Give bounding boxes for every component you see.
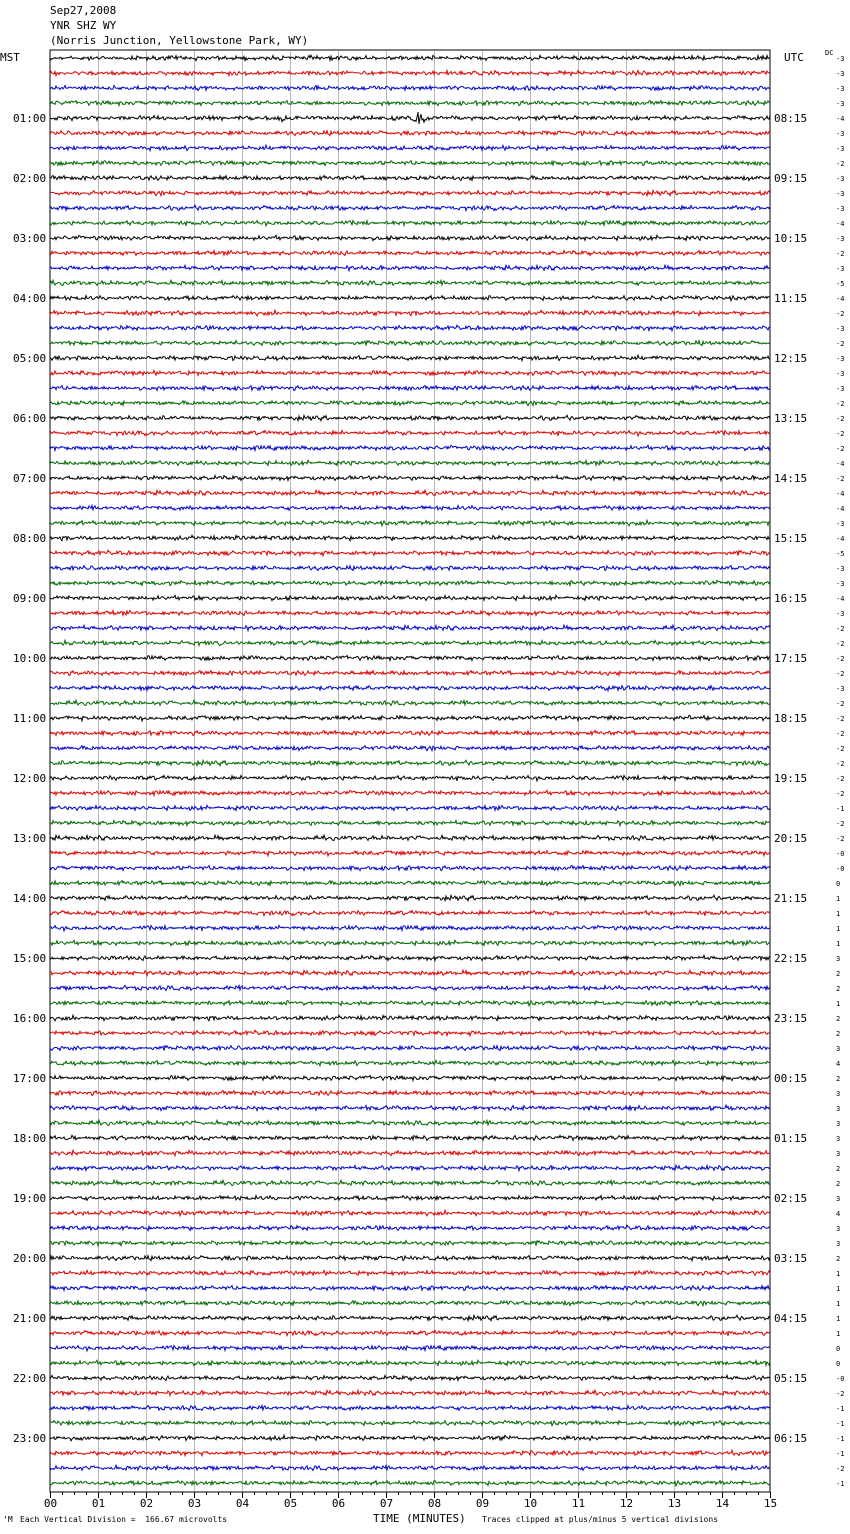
dc-offset-value: 1 bbox=[836, 910, 841, 918]
trace-line bbox=[50, 1196, 770, 1201]
trace-line bbox=[50, 1120, 770, 1125]
dc-offset-value: -3 bbox=[836, 385, 845, 393]
trace-line bbox=[50, 970, 770, 975]
right-hour-label: 18:15 bbox=[774, 712, 808, 725]
dc-offset-value: 0 bbox=[836, 1345, 841, 1353]
trace-line bbox=[50, 625, 770, 630]
dc-offset-value: -3 bbox=[836, 85, 845, 93]
trace-line bbox=[50, 1165, 770, 1170]
dc-offset-value: -3 bbox=[836, 55, 845, 63]
dc-offset-value: -4 bbox=[836, 535, 845, 543]
left-hour-label: 14:00 bbox=[13, 892, 47, 905]
trace-line bbox=[50, 535, 770, 540]
dc-offset-value: -3 bbox=[836, 565, 845, 573]
dc-offset-value: -3 bbox=[836, 235, 845, 243]
dc-offset-value: -4 bbox=[836, 295, 845, 303]
x-tick-label: 14 bbox=[715, 1497, 730, 1510]
trace-line bbox=[50, 746, 770, 751]
x-tick-label: 10 bbox=[523, 1497, 538, 1510]
trace-line bbox=[50, 250, 770, 255]
trace-line bbox=[50, 790, 770, 795]
dc-offset-value: 1 bbox=[836, 1000, 841, 1008]
left-hour-label: 13:00 bbox=[13, 832, 47, 845]
trace-line bbox=[50, 176, 770, 181]
station-code: YNR SHZ WY bbox=[50, 19, 117, 32]
trace-line bbox=[50, 145, 770, 150]
vertical-scale-note: Each Vertical Division = 166.67 microvolts bbox=[20, 1515, 228, 1524]
x-tick-label: 05 bbox=[283, 1497, 298, 1510]
trace-line bbox=[50, 1301, 770, 1306]
trace-line bbox=[50, 881, 770, 886]
plot-date: Sep27,2008 bbox=[50, 4, 117, 17]
trace-line bbox=[50, 610, 770, 615]
trace-line bbox=[50, 1256, 770, 1261]
dc-offset-header: DC bbox=[825, 49, 834, 57]
dc-offset-value: 0 bbox=[836, 880, 841, 888]
dc-offset-value: -3 bbox=[836, 130, 845, 138]
trace-line bbox=[50, 851, 770, 856]
dc-offset-value: 1 bbox=[836, 1285, 841, 1293]
clip-note: Traces clipped at plus/minus 5 vertical divisions bbox=[482, 1515, 719, 1524]
dc-offset-value: 2 bbox=[836, 1180, 841, 1188]
dc-offset-value: -2 bbox=[836, 475, 845, 483]
trace-line bbox=[50, 401, 770, 406]
dc-offset-value: -1 bbox=[836, 1435, 845, 1443]
dc-offset-value: -2 bbox=[836, 340, 845, 348]
trace-line bbox=[50, 671, 770, 676]
right-hour-label: 08:15 bbox=[774, 112, 808, 125]
trace-line bbox=[50, 656, 770, 661]
left-hour-label: 01:00 bbox=[13, 112, 47, 125]
dc-offset-value: 3 bbox=[836, 1090, 841, 1098]
right-hour-label: 10:15 bbox=[774, 232, 808, 245]
dc-offset-value: 1 bbox=[836, 1315, 841, 1323]
dc-offset-value: -3 bbox=[836, 205, 845, 213]
trace-line bbox=[50, 370, 770, 375]
dc-offset-value: 3 bbox=[836, 1135, 841, 1143]
trace-line bbox=[50, 355, 770, 360]
right-hour-label: 23:15 bbox=[774, 1012, 808, 1025]
trace-line bbox=[50, 1060, 770, 1065]
dc-offset-value: -2 bbox=[836, 745, 845, 753]
trace-line bbox=[50, 386, 770, 391]
trace-line bbox=[50, 1315, 770, 1320]
right-timezone-label: UTC bbox=[784, 51, 804, 64]
left-hour-label: 22:00 bbox=[13, 1372, 47, 1385]
trace-line bbox=[50, 490, 770, 495]
dc-offset-value: -2 bbox=[836, 715, 845, 723]
trace-line bbox=[50, 895, 770, 900]
trace-line bbox=[50, 1345, 770, 1351]
left-hour-label: 19:00 bbox=[13, 1192, 47, 1205]
right-hour-label: 00:15 bbox=[774, 1072, 808, 1085]
dc-offset-value: 2 bbox=[836, 1075, 841, 1083]
trace-line bbox=[50, 1150, 770, 1155]
dc-offset-value: -2 bbox=[836, 640, 845, 648]
x-tick-label: 13 bbox=[667, 1497, 682, 1510]
left-hour-label: 09:00 bbox=[13, 592, 47, 605]
dc-offset-value: -2 bbox=[836, 655, 845, 663]
label-layer bbox=[13, 55, 844, 1510]
dc-offset-value: 3 bbox=[836, 1240, 841, 1248]
dc-offset-value: -2 bbox=[836, 775, 845, 783]
right-hour-label: 14:15 bbox=[774, 472, 808, 485]
left-hour-label: 08:00 bbox=[13, 532, 47, 545]
dc-offset-value: -2 bbox=[836, 445, 845, 453]
x-tick-label: 02 bbox=[139, 1497, 154, 1510]
dc-offset-value: -2 bbox=[836, 310, 845, 318]
dc-offset-value: 2 bbox=[836, 1255, 841, 1263]
trace-line bbox=[50, 190, 770, 195]
trace-line bbox=[50, 325, 770, 331]
dc-offset-value: 1 bbox=[836, 895, 841, 903]
trace-line bbox=[50, 640, 770, 645]
dc-offset-value: 2 bbox=[836, 970, 841, 978]
dc-offset-value: -2 bbox=[836, 670, 845, 678]
trace-line bbox=[50, 296, 770, 301]
right-hour-label: 16:15 bbox=[774, 592, 808, 605]
trace-line bbox=[50, 595, 770, 600]
right-hour-label: 13:15 bbox=[774, 412, 808, 425]
right-hour-label: 11:15 bbox=[774, 292, 808, 305]
trace-line bbox=[50, 776, 770, 781]
dc-offset-value: 3 bbox=[836, 1225, 841, 1233]
trace-line bbox=[50, 1390, 770, 1395]
dc-offset-value: -3 bbox=[836, 580, 845, 588]
left-hour-label: 18:00 bbox=[13, 1132, 47, 1145]
dc-offset-value: -2 bbox=[836, 1390, 845, 1398]
dc-offset-value: -2 bbox=[836, 700, 845, 708]
x-tick-label: 11 bbox=[571, 1497, 586, 1510]
trace-line bbox=[50, 112, 770, 124]
station-location: (Norris Junction, Yellowstone Park, WY) bbox=[50, 34, 309, 47]
right-hour-label: 04:15 bbox=[774, 1312, 808, 1325]
x-tick-label: 09 bbox=[475, 1497, 490, 1510]
trace-line bbox=[50, 1375, 770, 1380]
left-hour-label: 17:00 bbox=[13, 1072, 47, 1085]
trace-line bbox=[50, 71, 770, 76]
dc-offset-value: 3 bbox=[836, 1045, 841, 1053]
trace-line bbox=[50, 566, 770, 571]
trace-line bbox=[50, 1331, 770, 1336]
dc-offset-value: -4 bbox=[836, 460, 845, 468]
trace-line bbox=[50, 1435, 770, 1441]
x-axis-title: TIME (MINUTES) bbox=[373, 1512, 466, 1525]
trace-line bbox=[50, 580, 770, 585]
left-timezone-label: MST bbox=[0, 51, 20, 64]
x-tick-label: 00 bbox=[43, 1497, 58, 1510]
trace-line bbox=[50, 431, 770, 436]
dc-offset-value: -3 bbox=[836, 175, 845, 183]
trace-line bbox=[50, 760, 770, 765]
dc-offset-value: -3 bbox=[836, 100, 845, 108]
trace-line bbox=[50, 820, 770, 825]
trace-line bbox=[50, 805, 770, 810]
x-tick-label: 06 bbox=[331, 1497, 346, 1510]
trace-line bbox=[50, 1030, 770, 1036]
dc-offset-value: -3 bbox=[836, 325, 845, 333]
trace-line bbox=[50, 101, 770, 106]
trace-line bbox=[50, 280, 770, 285]
left-hour-label: 05:00 bbox=[13, 352, 47, 365]
trace-line bbox=[50, 221, 770, 226]
trace-line bbox=[50, 1225, 770, 1230]
left-hour-label: 06:00 bbox=[13, 412, 47, 425]
dc-offset-value: -0 bbox=[836, 1375, 845, 1383]
right-hour-label: 02:15 bbox=[774, 1192, 808, 1205]
trace-line bbox=[50, 731, 770, 736]
trace-line bbox=[50, 445, 770, 450]
dc-offset-value: -4 bbox=[836, 595, 845, 603]
trace-line bbox=[50, 161, 770, 166]
trace-line bbox=[50, 1076, 770, 1081]
dc-offset-value: -2 bbox=[836, 1465, 845, 1473]
dc-offset-value: 3 bbox=[836, 1150, 841, 1158]
trace-line bbox=[50, 925, 770, 931]
dc-offset-value: 1 bbox=[836, 1300, 841, 1308]
dc-offset-value: -1 bbox=[836, 1405, 845, 1413]
trace-line bbox=[50, 1481, 770, 1486]
dc-offset-value: -2 bbox=[836, 790, 845, 798]
trace-line bbox=[50, 415, 770, 420]
trace-line bbox=[50, 1360, 770, 1365]
left-hour-label: 20:00 bbox=[13, 1252, 47, 1265]
dc-offset-value: 2 bbox=[836, 1165, 841, 1173]
trace-line bbox=[50, 1450, 770, 1456]
dc-offset-value: -3 bbox=[836, 70, 845, 78]
trace-line bbox=[50, 1105, 770, 1110]
trace-line bbox=[50, 1180, 770, 1185]
trace-line bbox=[50, 955, 770, 960]
trace-line bbox=[50, 1046, 770, 1051]
dc-offset-value: -1 bbox=[836, 1450, 845, 1458]
dc-offset-value: 3 bbox=[836, 955, 841, 963]
dc-offset-value: -5 bbox=[836, 280, 845, 288]
trace-line bbox=[50, 131, 770, 136]
dc-offset-value: -2 bbox=[836, 415, 845, 423]
left-hour-label: 02:00 bbox=[13, 172, 47, 185]
dc-offset-value: -0 bbox=[836, 865, 845, 873]
trace-line bbox=[50, 686, 770, 691]
dc-offset-value: -3 bbox=[836, 370, 845, 378]
right-hour-label: 01:15 bbox=[774, 1132, 808, 1145]
x-tick-label: 12 bbox=[619, 1497, 634, 1510]
right-hour-label: 05:15 bbox=[774, 1372, 808, 1385]
dc-offset-value: -3 bbox=[836, 190, 845, 198]
trace-line bbox=[50, 55, 770, 61]
right-hour-label: 19:15 bbox=[774, 772, 808, 785]
trace-line bbox=[50, 86, 770, 91]
left-hour-label: 12:00 bbox=[13, 772, 47, 785]
dc-offset-value: 0 bbox=[836, 1360, 841, 1368]
right-hour-label: 06:15 bbox=[774, 1432, 808, 1445]
right-hour-label: 12:15 bbox=[774, 352, 808, 365]
trace-line bbox=[50, 506, 770, 511]
trace-line bbox=[50, 1241, 770, 1246]
right-hour-label: 21:15 bbox=[774, 892, 808, 905]
dc-offset-value: -4 bbox=[836, 220, 845, 228]
left-hour-label: 23:00 bbox=[13, 1432, 47, 1445]
trace-line bbox=[50, 1421, 770, 1426]
left-hour-label: 11:00 bbox=[13, 712, 47, 725]
dc-offset-value: 2 bbox=[836, 1030, 841, 1038]
left-hour-label: 04:00 bbox=[13, 292, 47, 305]
left-hour-label: 07:00 bbox=[13, 472, 47, 485]
dc-offset-value: -2 bbox=[836, 160, 845, 168]
dc-offset-value: -4 bbox=[836, 490, 845, 498]
dc-offset-value: 1 bbox=[836, 925, 841, 933]
trace-line bbox=[50, 1465, 770, 1470]
x-tick-label: 08 bbox=[427, 1497, 442, 1510]
trace-line bbox=[50, 715, 770, 721]
dc-offset-value: -4 bbox=[836, 505, 845, 513]
trace-line bbox=[50, 835, 770, 840]
dc-offset-value: 4 bbox=[836, 1060, 841, 1068]
x-tick-label: 15 bbox=[763, 1497, 778, 1510]
trace-line bbox=[50, 310, 770, 316]
dc-offset-value: 3 bbox=[836, 1120, 841, 1128]
dc-offset-value: -5 bbox=[836, 550, 845, 558]
dc-offset-value: -1 bbox=[836, 1420, 845, 1428]
trace-line bbox=[50, 1015, 770, 1021]
right-hour-label: 17:15 bbox=[774, 652, 808, 665]
right-hour-label: 20:15 bbox=[774, 832, 808, 845]
trace-line bbox=[50, 475, 770, 480]
dc-offset-value: -2 bbox=[836, 400, 845, 408]
trace-line bbox=[50, 1406, 770, 1411]
trace-line bbox=[50, 1210, 770, 1216]
trace-layer bbox=[50, 55, 770, 1486]
corner-mark: ‘M bbox=[3, 1515, 13, 1524]
x-tick-label: 07 bbox=[379, 1497, 394, 1510]
left-hour-label: 10:00 bbox=[13, 652, 47, 665]
dc-offset-value: -2 bbox=[836, 730, 845, 738]
dc-offset-value: -1 bbox=[836, 805, 845, 813]
dc-offset-value: -4 bbox=[836, 115, 845, 123]
trace-line bbox=[50, 1001, 770, 1006]
dc-offset-value: -2 bbox=[836, 835, 845, 843]
dc-offset-value: -3 bbox=[836, 610, 845, 618]
plot-frame bbox=[50, 50, 770, 1492]
left-hour-label: 03:00 bbox=[13, 232, 47, 245]
right-hour-label: 03:15 bbox=[774, 1252, 808, 1265]
trace-line bbox=[50, 205, 770, 210]
trace-line bbox=[50, 700, 770, 705]
right-hour-label: 15:15 bbox=[774, 532, 808, 545]
dc-offset-value: 3 bbox=[836, 1195, 841, 1203]
dc-offset-value: -3 bbox=[836, 520, 845, 528]
dc-offset-value: 1 bbox=[836, 1270, 841, 1278]
trace-line bbox=[50, 520, 770, 526]
dc-offset-value: 1 bbox=[836, 940, 841, 948]
x-tick-label: 04 bbox=[235, 1497, 250, 1510]
x-tick-label: 01 bbox=[91, 1497, 106, 1510]
dc-offset-value: -2 bbox=[836, 250, 845, 258]
dc-offset-value: -2 bbox=[836, 760, 845, 768]
trace-line bbox=[50, 460, 770, 465]
dc-offset-value: -0 bbox=[836, 850, 845, 858]
trace-line bbox=[50, 265, 770, 270]
trace-line bbox=[50, 1135, 770, 1140]
dc-offset-value: -3 bbox=[836, 685, 845, 693]
trace-line bbox=[50, 866, 770, 871]
dc-offset-value: -3 bbox=[836, 145, 845, 153]
right-hour-label: 09:15 bbox=[774, 172, 808, 185]
dc-offset-value: 2 bbox=[836, 1015, 841, 1023]
dc-offset-value: -3 bbox=[836, 355, 845, 363]
dc-offset-value: 4 bbox=[836, 1210, 841, 1218]
trace-line bbox=[50, 1286, 770, 1291]
trace-line bbox=[50, 940, 770, 945]
x-tick-label: 03 bbox=[187, 1497, 202, 1510]
trace-line bbox=[50, 1091, 770, 1096]
left-hour-label: 21:00 bbox=[13, 1312, 47, 1325]
dc-offset-value: 3 bbox=[836, 1105, 841, 1113]
left-hour-label: 15:00 bbox=[13, 952, 47, 965]
trace-line bbox=[50, 911, 770, 916]
dc-offset-value: -1 bbox=[836, 1480, 845, 1488]
dc-offset-value: 2 bbox=[836, 985, 841, 993]
trace-line bbox=[50, 986, 770, 991]
dc-offset-value: -3 bbox=[836, 265, 845, 273]
trace-line bbox=[50, 550, 770, 556]
dc-offset-value: -2 bbox=[836, 625, 845, 633]
dc-offset-value: -2 bbox=[836, 430, 845, 438]
dc-offset-value: -2 bbox=[836, 820, 845, 828]
trace-line bbox=[50, 341, 770, 346]
trace-line bbox=[50, 235, 770, 240]
trace-line bbox=[50, 1270, 770, 1275]
left-hour-label: 16:00 bbox=[13, 1012, 47, 1025]
dc-offset-value: 1 bbox=[836, 1330, 841, 1338]
right-hour-label: 22:15 bbox=[774, 952, 808, 965]
